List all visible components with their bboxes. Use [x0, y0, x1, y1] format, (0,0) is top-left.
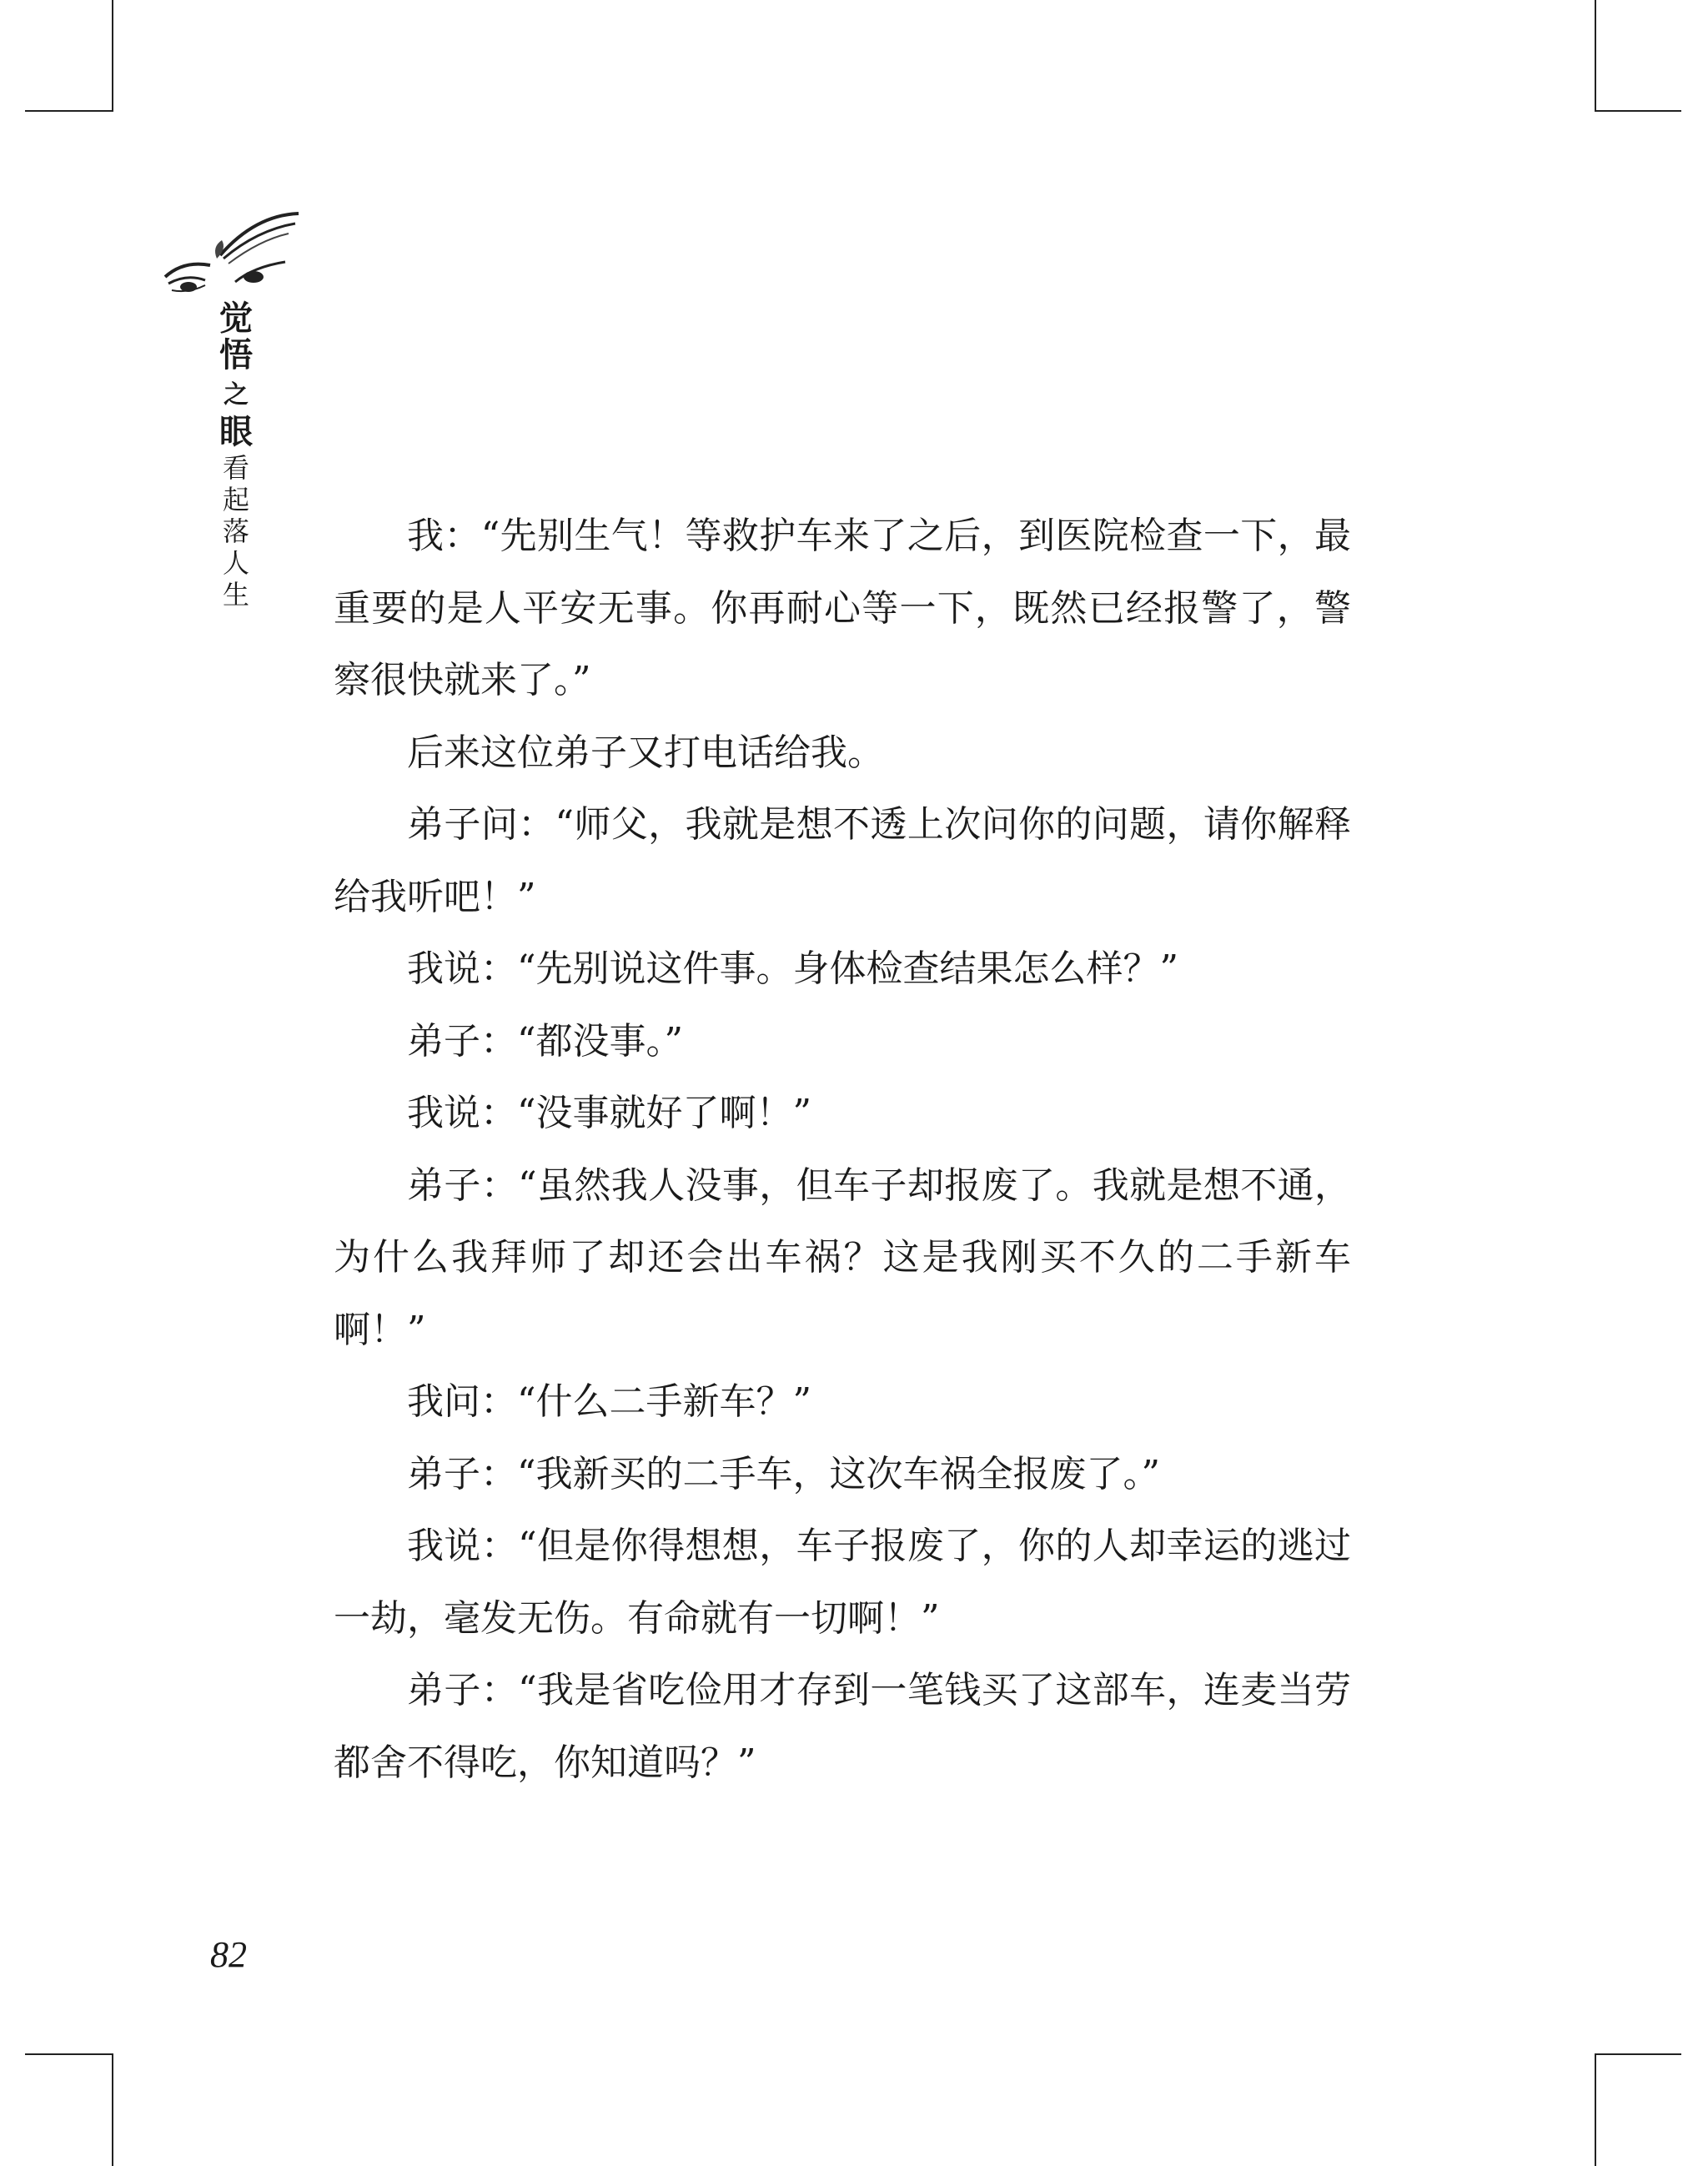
paragraph: 我说：“但是你得想想，车子报废了，你的人却幸运的逃过一劫，毫发无伤。有命就有一切啊！”: [334, 1525, 1351, 1640]
crop-mark-top-right-h: [1595, 110, 1681, 112]
crop-mark-top-left-h: [25, 110, 112, 112]
page-number: 82: [210, 1934, 247, 1975]
paragraph: 我说：“没事就好了啊！”: [407, 1092, 811, 1134]
crop-mark-bottom-right-v: [1595, 2053, 1596, 2166]
paragraph: 弟子问：“师父，我就是想不透上次问你的问题，请你解释给我听吧！”: [334, 803, 1351, 918]
crop-mark-bottom-left-v: [112, 2053, 113, 2166]
book-title: [215, 300, 257, 450]
paragraph: 我问：“什么二手新车？”: [407, 1380, 811, 1423]
crop-mark-top-left-v: [112, 0, 113, 112]
crop-mark-bottom-left-h: [25, 2053, 112, 2055]
paragraph: 弟子：“都没事。”: [407, 1019, 683, 1063]
running-header: [215, 300, 257, 611]
book-title-part1: 觉悟: [219, 299, 253, 374]
paragraph: 弟子：“我新买的二手车，这次车祸全报废了。”: [407, 1452, 1160, 1495]
crop-mark-bottom-right-h: [1595, 2053, 1681, 2055]
book-subtitle: 看起落人生: [222, 452, 249, 611]
paragraph: 我：“先别生气！等救护车来了之后，到医院检查一下，最重要的是人平安无事。你再耐心等一下，既然已经报警了，警察很快就来了。”: [334, 515, 1351, 701]
crop-mark-top-right-v: [1595, 0, 1596, 112]
paragraph: 我说：“先别说这件事。身体检查结果怎么样？”: [407, 947, 1178, 990]
eye-logo-icon: [163, 207, 305, 299]
paragraph: 后来这位弟子又打电话给我。: [407, 731, 884, 774]
paragraph: 弟子：“我是省吃俭用才存到一笔钱买了这部车，连麦当劳都舍不得吃，你知道吗？”: [334, 1669, 1351, 1784]
body-text: [334, 500, 1351, 1799]
book-title-part3: 眼: [219, 413, 253, 451]
paragraph: 弟子：“虽然我人没事，但车子却报废了。我就是想不通，为什么我拜师了却还会出车祸？这是我刚买不久的二手新车啊！”: [334, 1163, 1351, 1351]
book-title-part2: 之: [224, 380, 249, 410]
